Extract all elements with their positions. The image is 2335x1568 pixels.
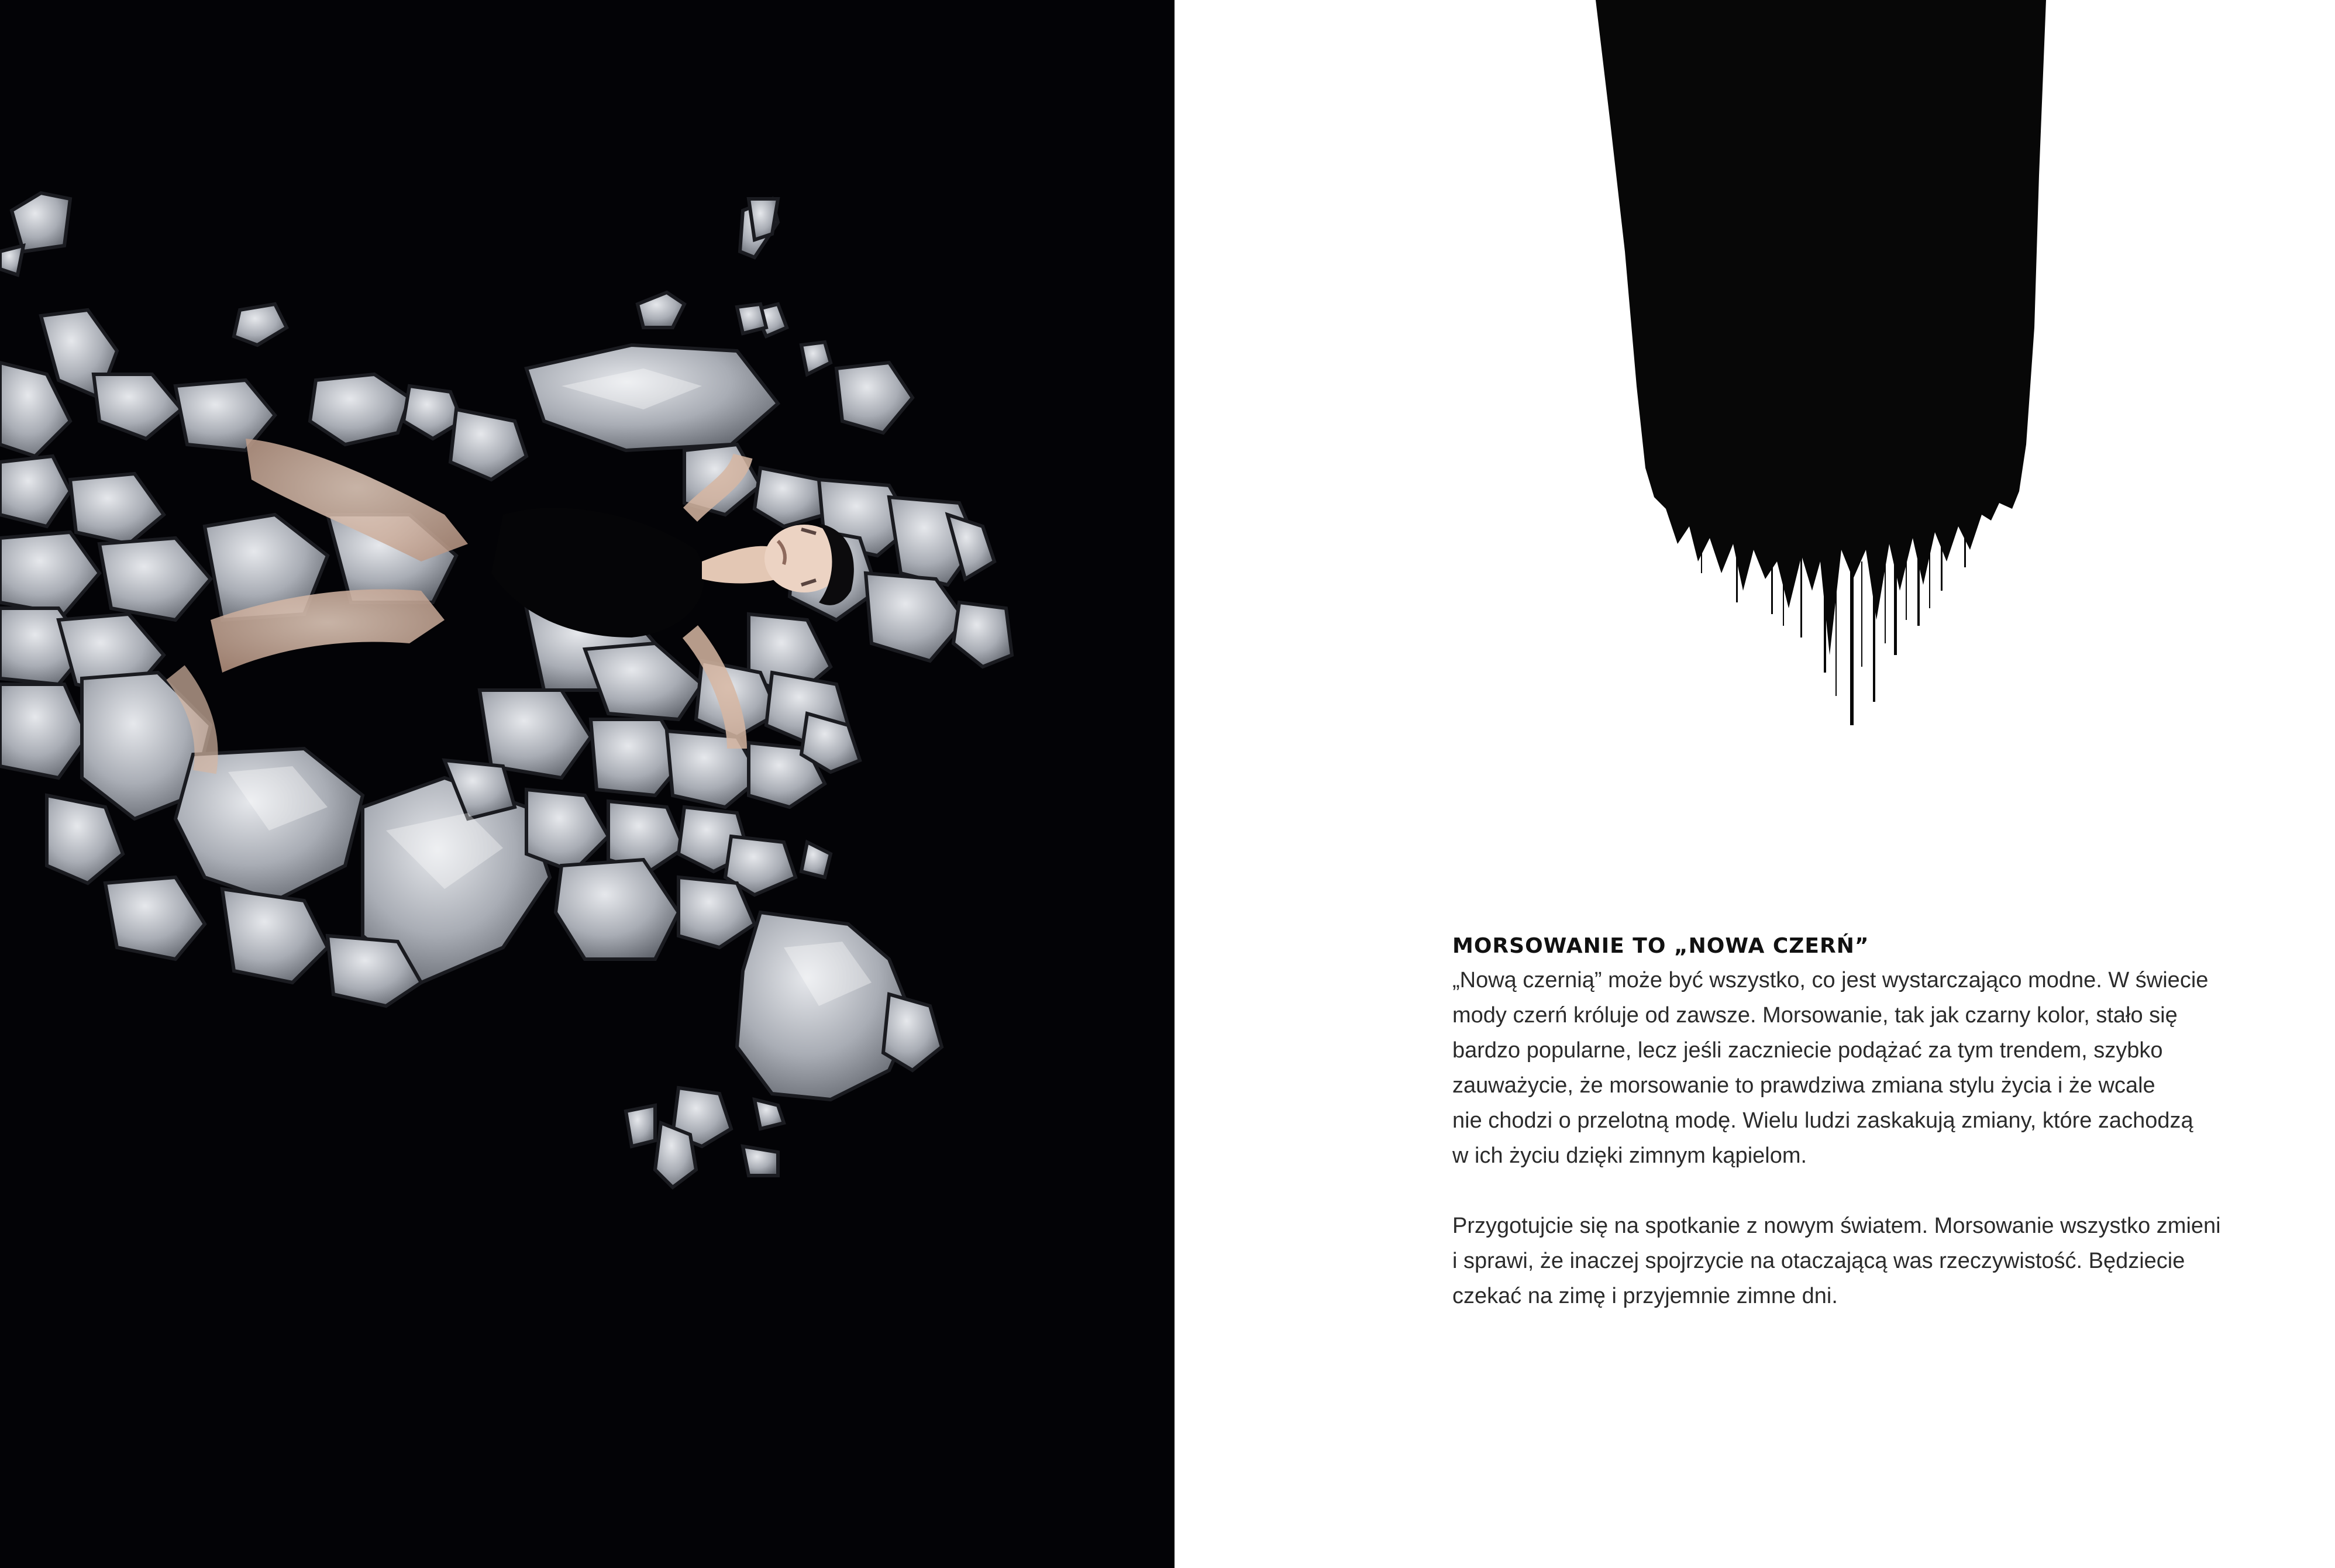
text-line: bardzo popularne, lecz jeśli zaczniecie podążać za tym trendem, szybko <box>1452 1038 2163 1063</box>
text-line: mody czerń króluje od zawsze. Morsowanie, tak jak czarny kolor, stało się <box>1452 1003 2178 1028</box>
article-heading: MORSOWANIE TO „NOWA CZERŃ” <box>1452 934 1869 958</box>
ice-floes <box>0 193 1012 1187</box>
text-line: Przygotujcie się na spotkanie z nowym światem. Morsowanie wszystko zmieni <box>1452 1214 2221 1238</box>
text-line: i sprawi, że inaczej spojrzycie na otaczającą was rzeczywistość. Będziecie <box>1452 1249 2185 1273</box>
text-line: zauważycie, że morsowanie to prawdziwa zmiana stylu życia i że wcale <box>1452 1073 2155 1098</box>
article <box>1452 930 2236 1314</box>
brush-stroke <box>1596 0 2046 725</box>
text-line: nie chodzi o przelotną modę. Wielu ludzi zaskakują zmiany, które zachodzą <box>1452 1108 2193 1133</box>
text-line: w ich życiu dzięki zimnym kąpielom. <box>1452 1143 1807 1168</box>
article-paragraph-1 <box>1452 963 2236 1173</box>
brush-stroke-graphic <box>1175 0 2335 760</box>
article-paragraph-2 <box>1452 1208 2236 1314</box>
text-line: czekać na zimę i przyjemnie zimne dni. <box>1452 1284 1838 1308</box>
right-page <box>1175 0 2335 1568</box>
paragraph-gap <box>1452 1173 2236 1208</box>
text-line: „Nową czernią” może być wszystko, co jest wystarczająco modne. W świecie <box>1452 968 2209 993</box>
